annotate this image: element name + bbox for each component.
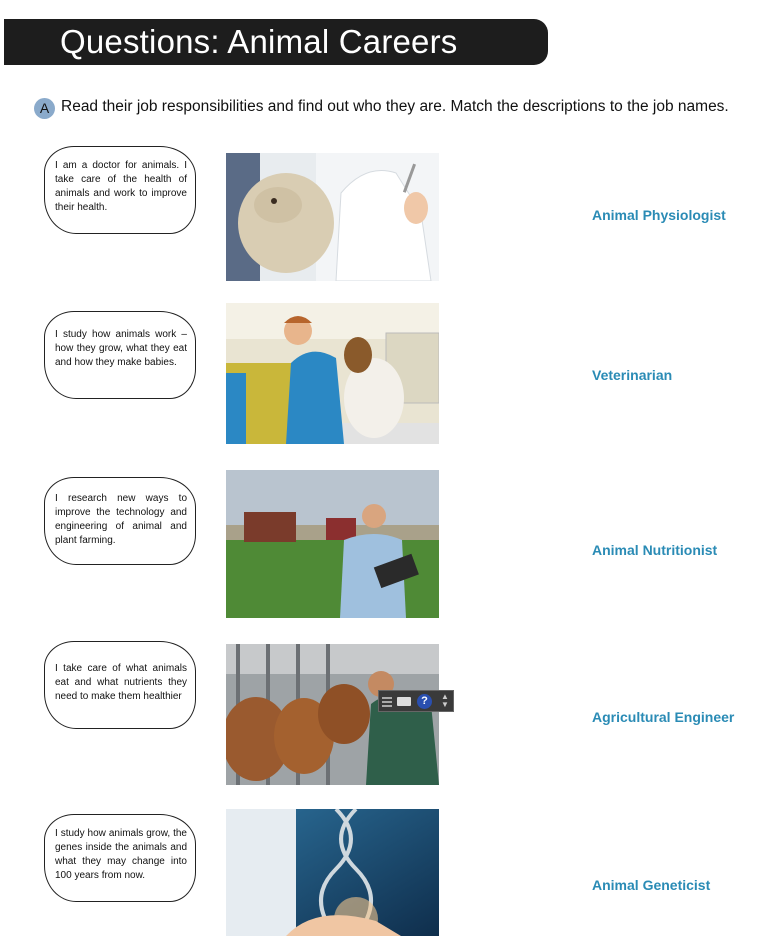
- sheep-vet-photo: [226, 153, 439, 281]
- cattle-photo: [226, 644, 439, 785]
- drag-handle[interactable]: [382, 695, 392, 707]
- job-name[interactable]: Agricultural Engineer: [592, 709, 735, 725]
- job-name[interactable]: Animal Physiologist: [592, 207, 726, 223]
- input-toolbar[interactable]: [378, 690, 454, 712]
- bubble-text: I study how animals work – how they grow, what they eat and how they make babies.: [55, 329, 187, 368]
- dna-photo: [226, 809, 439, 936]
- speech-bubble: [44, 641, 196, 729]
- speech-bubble: [44, 146, 196, 234]
- help-icon[interactable]: ?: [417, 694, 432, 709]
- job-name[interactable]: Veterinarian: [592, 367, 673, 383]
- bubble-text: I am a doctor for animals. I take care of the health of animals and work to improve their health.: [55, 160, 187, 213]
- speech-bubble: [44, 477, 196, 565]
- job-name[interactable]: Animal Geneticist: [592, 877, 711, 893]
- page-title: Questions: Animal Careers: [60, 23, 458, 60]
- instruction-text: Read their job responsibilities and find out who they are. Match the descriptions to the job names.: [61, 98, 729, 115]
- section-badge: A: [34, 98, 55, 119]
- bubble-text: I research new ways to improve the technology and engineering of animal and plant farming.: [55, 493, 187, 546]
- farm-engineer-photo: [226, 470, 439, 618]
- bubble-text: I take care of what animals eat and what nutrients they need to make them healthier: [55, 663, 187, 702]
- speech-bubble: [44, 814, 196, 902]
- dog-vet-photo: [226, 303, 439, 444]
- job-name[interactable]: Animal Nutritionist: [592, 542, 718, 558]
- title-banner: [4, 19, 548, 65]
- speech-bubble: [44, 311, 196, 399]
- keyboard-icon[interactable]: [397, 697, 411, 706]
- bubble-text: I study how animals grow, the genes inside the animals and what they may change into 100 years from now.: [55, 828, 187, 881]
- options-icon[interactable]: ▲ ▼: [441, 692, 449, 709]
